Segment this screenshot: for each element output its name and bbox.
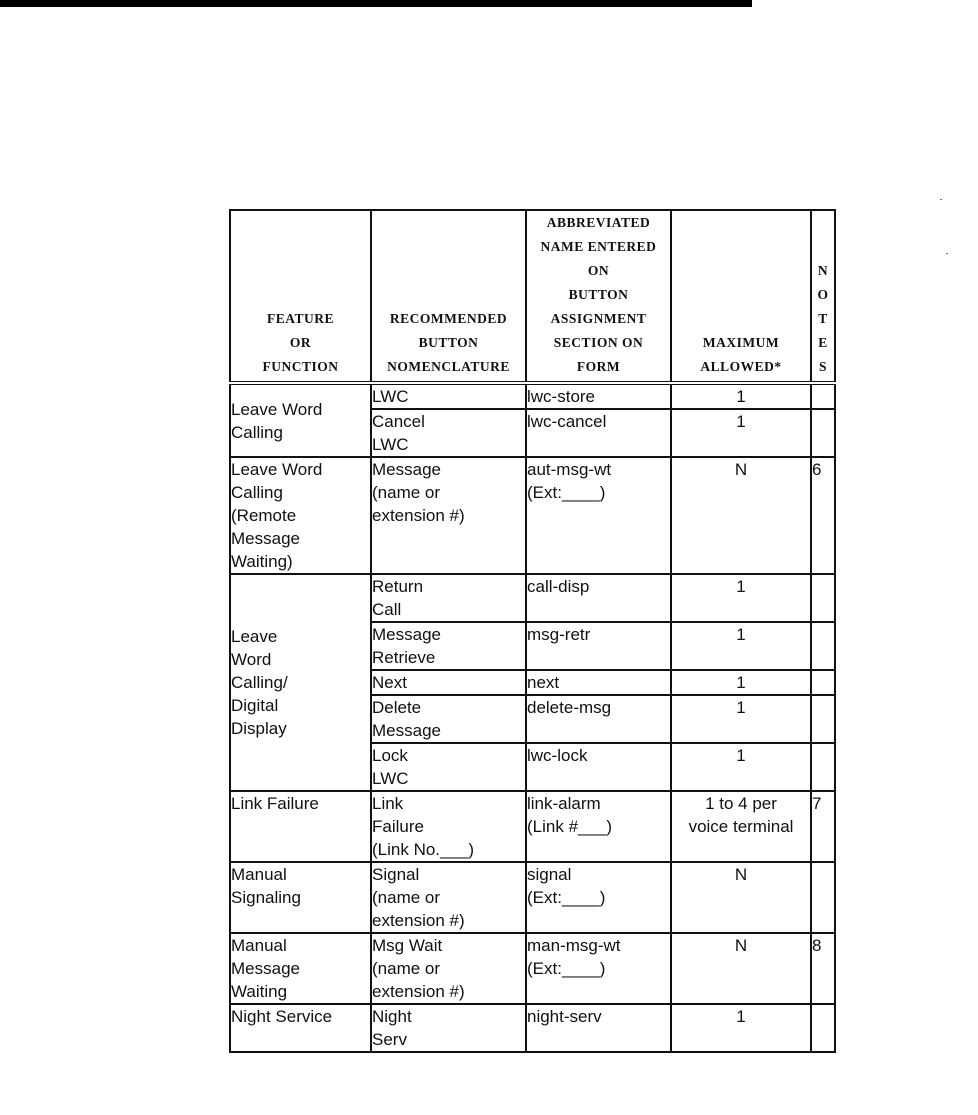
abbreviated-cell: next	[526, 670, 671, 695]
maximum-cell: N	[671, 862, 811, 933]
maximum-cell: 1	[671, 1004, 811, 1052]
header-feature: FEATURE OR FUNCTION	[230, 210, 371, 383]
maximum-cell: 1	[671, 670, 811, 695]
scan-speck	[946, 253, 948, 254]
header-notes: N O T E S	[811, 210, 835, 383]
table-row	[230, 862, 835, 933]
maximum-cell: N	[671, 457, 811, 574]
table-row	[230, 383, 835, 409]
feature-cell: Leave Word Calling (Remote Message Waiting)	[230, 457, 371, 574]
nomenclature-cell: Lock LWC	[371, 743, 526, 791]
top-rule	[0, 0, 752, 7]
nomenclature-cell: Next	[371, 670, 526, 695]
header-nomenclature: RECOMMENDED BUTTON NOMENCLATURE	[371, 210, 526, 383]
feature-cell: Link Failure	[230, 791, 371, 862]
notes-cell	[811, 743, 835, 791]
nomenclature-cell: Msg Wait (name or extension #)	[371, 933, 526, 1004]
maximum-cell: 1	[671, 409, 811, 457]
nomenclature-cell: Link Failure (Link No.___)	[371, 791, 526, 862]
notes-cell	[811, 383, 835, 409]
nomenclature-cell: Message Retrieve	[371, 622, 526, 670]
table-row	[230, 1004, 835, 1052]
abbreviated-cell: signal (Ext:____)	[526, 862, 671, 933]
header-abbreviated: ABBREVIATED NAME ENTERED ON BUTTON ASSIGNMENT SECTION ON FORM	[526, 210, 671, 383]
maximum-cell: 1	[671, 383, 811, 409]
abbreviated-cell: man-msg-wt (Ext:____)	[526, 933, 671, 1004]
notes-cell: 7	[811, 791, 835, 862]
nomenclature-cell: Message (name or extension #)	[371, 457, 526, 574]
header-maximum: MAXIMUM ALLOWED*	[671, 210, 811, 383]
table-row	[230, 933, 835, 1004]
notes-cell	[811, 695, 835, 743]
abbreviated-cell: lwc-cancel	[526, 409, 671, 457]
header-row	[230, 210, 835, 383]
feature-cell: Leave Word Calling	[230, 383, 371, 457]
maximum-cell: 1	[671, 743, 811, 791]
nomenclature-cell: LWC	[371, 383, 526, 409]
nomenclature-cell: Delete Message	[371, 695, 526, 743]
notes-cell	[811, 409, 835, 457]
notes-cell: 6	[811, 457, 835, 574]
feature-cell: Leave Word Calling/ Digital Display	[230, 574, 371, 791]
abbreviated-cell: msg-retr	[526, 622, 671, 670]
table-row	[230, 457, 835, 574]
button-assignment-table	[229, 209, 836, 1053]
nomenclature-cell: Return Call	[371, 574, 526, 622]
table-row	[230, 791, 835, 862]
abbreviated-cell: aut-msg-wt (Ext:____)	[526, 457, 671, 574]
notes-cell: 8	[811, 933, 835, 1004]
feature-cell: Manual Message Waiting	[230, 933, 371, 1004]
nomenclature-cell: Night Serv	[371, 1004, 526, 1052]
notes-cell	[811, 670, 835, 695]
table-row	[230, 574, 835, 622]
notes-cell	[811, 862, 835, 933]
nomenclature-cell: Cancel LWC	[371, 409, 526, 457]
abbreviated-cell: delete-msg	[526, 695, 671, 743]
maximum-cell: 1 to 4 per voice terminal	[671, 791, 811, 862]
abbreviated-cell: call-disp	[526, 574, 671, 622]
scan-speck	[940, 199, 942, 200]
abbreviated-cell: lwc-lock	[526, 743, 671, 791]
abbreviated-cell: link-alarm (Link #___)	[526, 791, 671, 862]
nomenclature-cell: Signal (name or extension #)	[371, 862, 526, 933]
maximum-cell: 1	[671, 622, 811, 670]
feature-cell: Manual Signaling	[230, 862, 371, 933]
maximum-cell: 1	[671, 574, 811, 622]
feature-cell: Night Service	[230, 1004, 371, 1052]
notes-cell	[811, 1004, 835, 1052]
abbreviated-cell: night-serv	[526, 1004, 671, 1052]
notes-cell	[811, 622, 835, 670]
maximum-cell: 1	[671, 695, 811, 743]
maximum-cell: N	[671, 933, 811, 1004]
abbreviated-cell: lwc-store	[526, 383, 671, 409]
notes-cell	[811, 574, 835, 622]
